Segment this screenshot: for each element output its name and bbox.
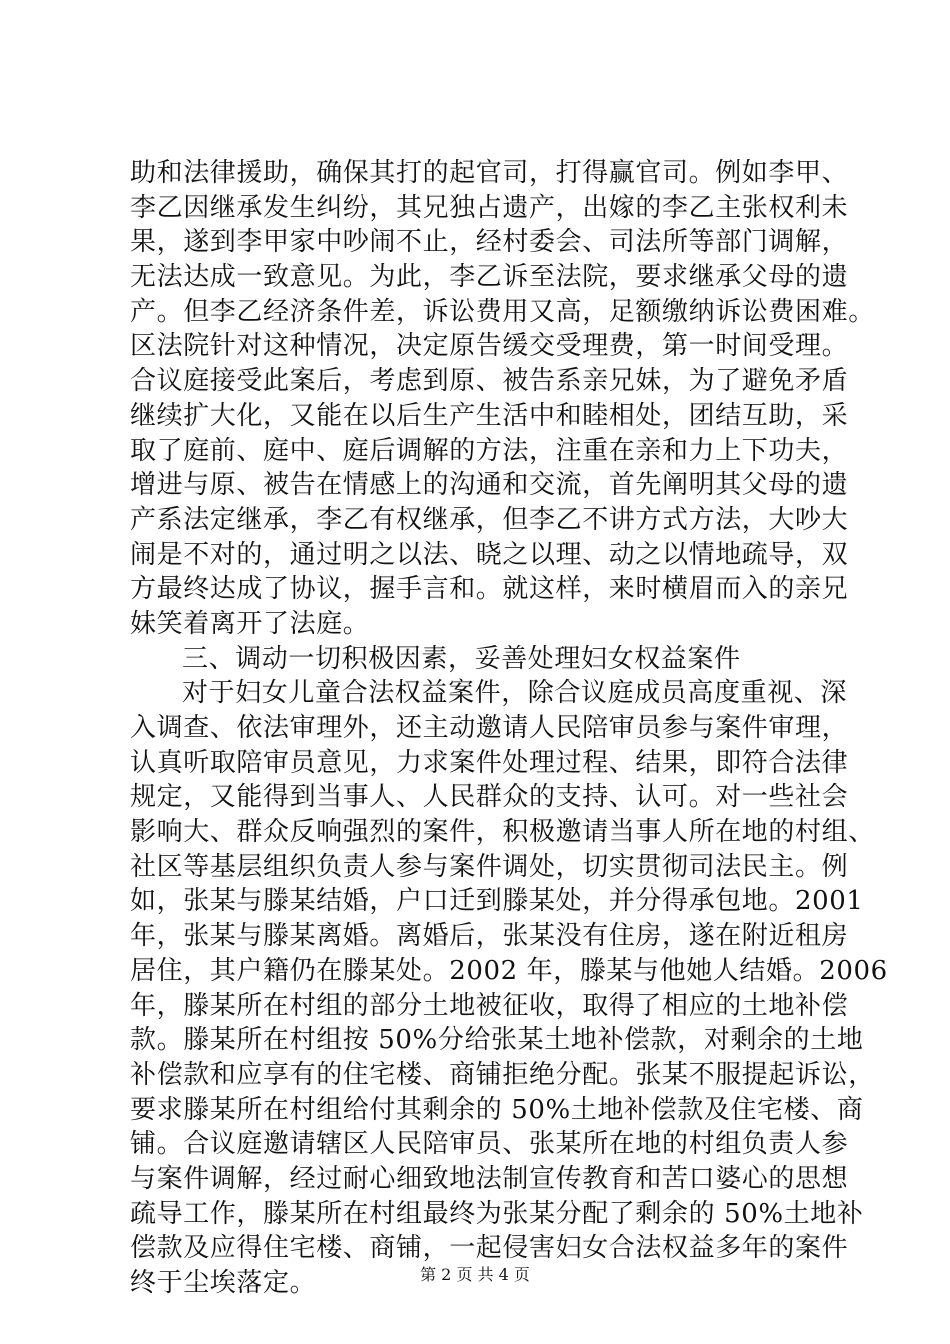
text-line: 增进与原、被告在情感上的沟通和交流，首先阐明其父母的遗 [130, 470, 849, 501]
text-line: 李乙因继承发生纠纷，其兄独占遗产，出嫁的李乙主张权利未 [130, 192, 849, 223]
text-line: 合议庭接受此案后，考虑到原、被告系亲兄妹，为了避免矛盾 [130, 366, 849, 397]
text-line: 闹是不对的，通过明之以法、晓之以理、动之以情地疏导，双 [130, 539, 849, 570]
document-body [130, 156, 888, 1301]
text-line: 对于妇女儿童合法权益案件，除合议庭成员高度重视、深 [182, 678, 848, 709]
text-line: 入调查、依法审理外，还主动邀请人民陪审员参与案件审理， [130, 713, 849, 743]
text-line: 与案件调解，经过耐心细致地法制宣传教育和苦口婆心的思想 [130, 1163, 849, 1194]
text-line: 偿款及应得住宅楼、商铺，一起侵害妇女合法权益多年的案件 [130, 1233, 849, 1264]
text-line: 方最终达成了协议，握手言和。就这样，来时横眉而入的亲兄 [130, 574, 849, 605]
text-line: 年，张某与滕某离婚。离婚后，张某没有住房，遂在附近租房 [130, 921, 849, 952]
text-line: 居住，其户籍仍在滕某处。2002 年，滕某与他她人结婚。2006 [130, 955, 888, 986]
text-line: 如，张某与滕某结婚，户口迁到滕某处，并分得承包地。2001 [130, 886, 864, 917]
text-line: 继续扩大化，又能在以后生产生活中和睦相处，团结互助，采 [130, 400, 849, 431]
text-line: 认真听取陪审员意见，力求案件处理过程、结果，即符合法律 [130, 747, 849, 778]
text-line: 果，遂到李甲家中吵闹不止，经村委会、司法所等部门调解， [130, 227, 849, 258]
text-line: 取了庭前、庭中、庭后调解的方法，注重在亲和力上下功夫， [130, 435, 849, 466]
text-line: 无法达成一致意见。为此，李乙诉至法院，要求继承父母的遗 [130, 262, 849, 293]
text-line: 铺。合议庭邀请辖区人民陪审员、张某所在地的村组负责人参 [130, 1129, 849, 1160]
text-line: 要求滕某所在村组给付其剩余的 50%土地补偿款及住宅楼、商 [130, 1094, 864, 1125]
text-line: 疏导工作，滕某所在村组最终为张某分配了剩余的 50%土地补 [130, 1198, 864, 1229]
text-line: 补偿款和应享有的住宅楼、商铺拒绝分配。张某不服提起诉讼， [130, 1059, 875, 1090]
text-line: 终于尘埃落定。 [130, 1268, 317, 1298]
text-line: 妹笑着离开了法庭。 [130, 608, 370, 639]
section-heading: 三、调动一切积极因素，妥善处理妇女权益案件 [182, 643, 741, 674]
text-line: 社区等基层组织负责人参与案件调处，切实贯彻司法民主。例 [130, 851, 849, 882]
text-line: 年，滕某所在村组的部分土地被征收，取得了相应的土地补偿 [130, 990, 849, 1021]
text-line: 助和法律援助，确保其打的起官司，打得赢官司。例如李甲、 [130, 158, 849, 188]
text-line: 产系法定继承，李乙有权继承，但李乙不讲方式方法，大吵大 [130, 504, 849, 535]
text-line: 规定，又能得到当事人、人民群众的支持、认可。对一些社会 [130, 782, 849, 813]
text-line: 区法院针对这种情况，决定原告缓交受理费，第一时间受理。 [130, 331, 849, 362]
page-number-footer: 第 2 页 共 4 页 [420, 1265, 530, 1284]
text-line: 款。滕某所在村组按 50%分给张某土地补偿款，对剩余的土地 [130, 1025, 864, 1056]
text-line: 影响大、群众反响强烈的案件，积极邀请当事人所在地的村组、 [130, 817, 875, 848]
text-line: 产。但李乙经济条件差，诉讼费用又高，足额缴纳诉讼费困难。 [130, 296, 875, 327]
